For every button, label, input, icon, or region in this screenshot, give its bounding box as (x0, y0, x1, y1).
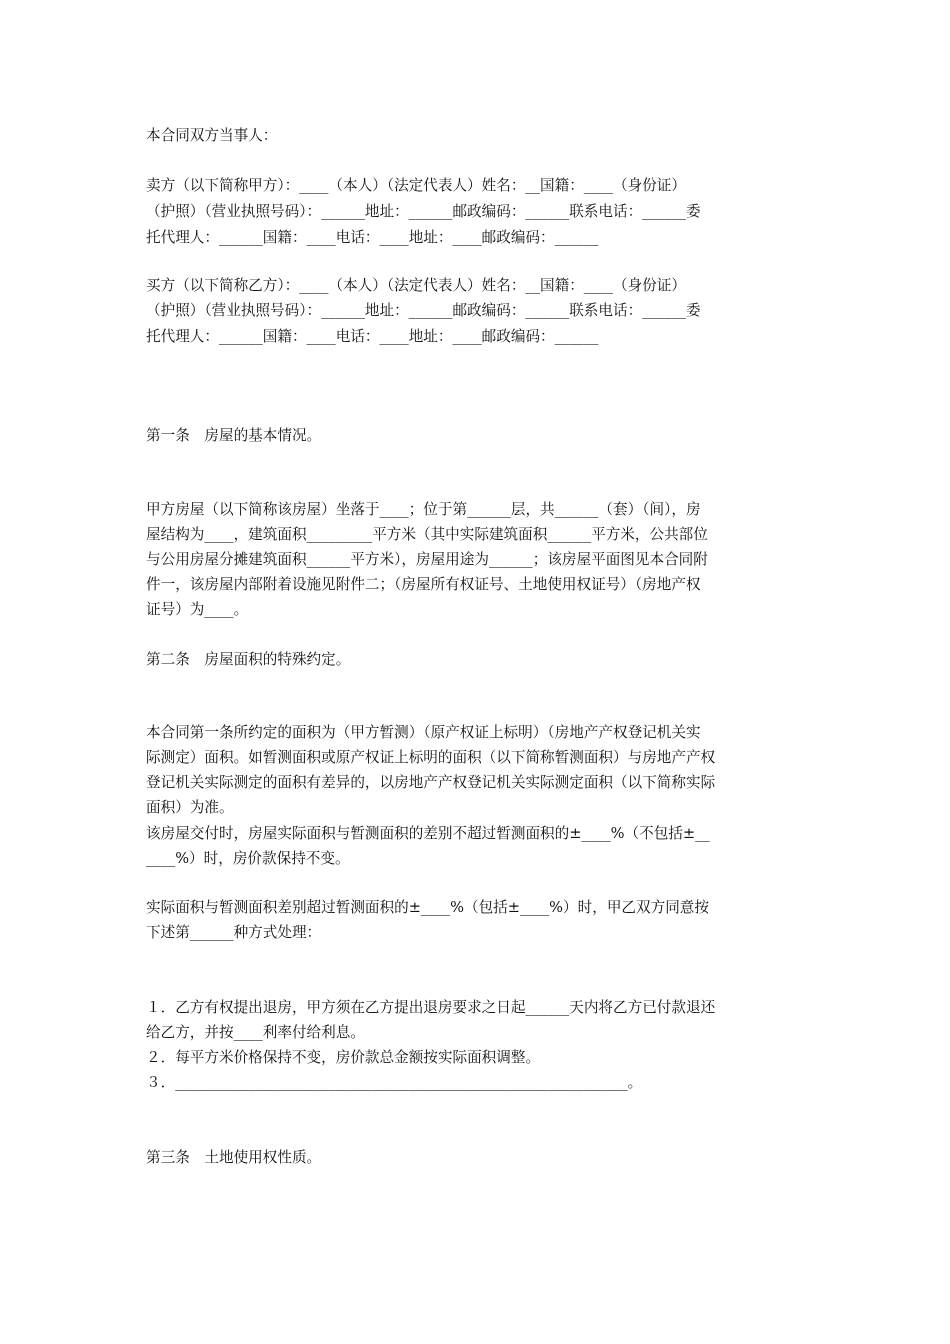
article2-line-7: 实际面积与暂测面积差别超过暂测面积的±____%（包括±____%）时，甲乙双方同意按 (146, 899, 709, 916)
article1-line-5: 证号）为____。 (146, 601, 249, 618)
article2-title: 第二条 房屋面积的特殊约定。 (146, 651, 351, 668)
article2-line-1: 本合同第一条所约定的面积为（甲方暂测）（原产权证上标明）（房地产产权登记机关实 (146, 724, 701, 741)
seller-line-2: （护照）（营业执照号码）：______地址：______邮政编码：______联系电话：______委 (146, 203, 701, 220)
buyer-line-2: （护照）（营业执照号码）：______地址：______邮政编码：______联系电话：______委 (146, 302, 701, 319)
option-line-1: １．乙方有权提出退房，甲方须在乙方提出退房要求之日起______天内将乙方已付款退还 (146, 999, 716, 1016)
option-line-2: 给乙方，并按____利率付给利息。 (146, 1024, 365, 1041)
option-line-3: ２．每平方米价格保持不变，房价款总金额按实际面积调整。 (146, 1049, 541, 1066)
article2-line-6: ____%）时，房价款保持不变。 (146, 850, 350, 867)
article1-line-1: 甲方房屋（以下简称该房屋）坐落于____；位于第______层，共______（套）（间），房 (146, 501, 701, 518)
intro-text: 本合同双方当事人： (146, 127, 278, 144)
article1-line-3: 与公用房屋分摊建筑面积______平方米），房屋用途为______；该房屋平面图见本合同附 (146, 551, 708, 568)
article1-line-2: 屋结构为____，建筑面积_________平方米（其中实际建筑面积______平方米，公共部位 (146, 526, 708, 543)
article2-line-5: 该房屋交付时，房屋实际面积与暂测面积的差别不超过暂测面积的±____%（不包括±__ (146, 825, 710, 842)
article2-line-8: 下述第______种方式处理： (146, 924, 322, 941)
article2-line-3: 登记机关实际测定的面积有差异的，以房地产产权登记机关实际测定面积（以下简称实际 (146, 774, 716, 791)
article2-line-4: 面积）为准。 (146, 799, 234, 816)
article1-line-4: 件一，该房屋内部附着设施见附件二；（房屋所有权证号、土地使用权证号）（房地产权 (146, 576, 701, 593)
seller-line-3: 托代理人：______国籍：____电话：____地址：____邮政编码：______ (146, 229, 599, 246)
buyer-line-1: 买方（以下简称乙方）：____（本人）（法定代表人）姓名：__国籍：____（身份证） (146, 277, 686, 294)
article1-title: 第一条 房屋的基本情况。 (146, 427, 322, 444)
article3-title: 第三条 土地使用权性质。 (146, 1149, 322, 1166)
seller-line-1: 卖方（以下简称甲方）：____（本人）（法定代表人）姓名：__国籍：____（身份证） (146, 177, 686, 194)
article2-line-2: 际测定）面积。如暂测面积或原产权证上标明的面积（以下简称暂测面积）与房地产产权 (146, 749, 716, 766)
buyer-line-3: 托代理人：______国籍：____电话：____地址：____邮政编码：______ (146, 328, 599, 345)
option-line-4: ３．______________________________________________________________。 (146, 1074, 643, 1091)
